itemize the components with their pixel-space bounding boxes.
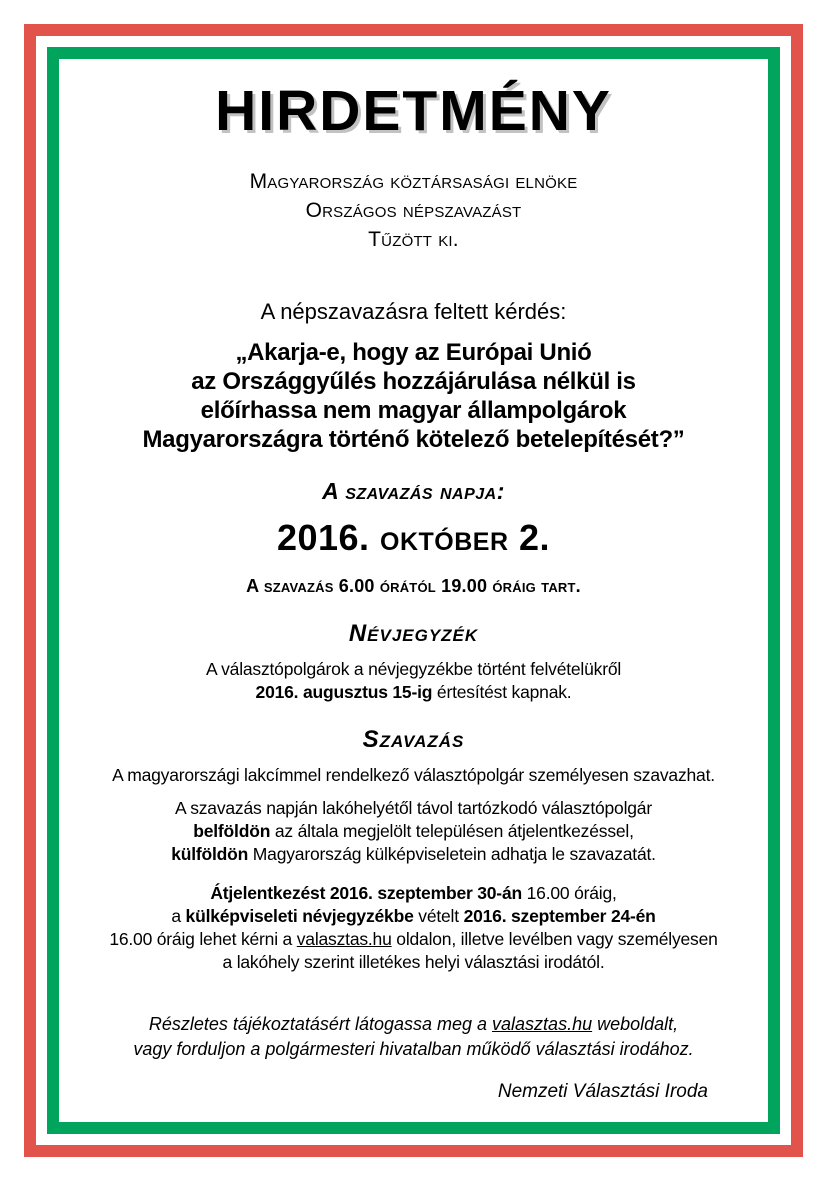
issuer-line-2: Országos népszavazást [305, 199, 522, 222]
question-lead: A népszavazásra feltett kérdés: [260, 299, 567, 324]
section-heading-szavazas: Szavazás [362, 726, 465, 753]
poster-title: HIRDETMÉNY [215, 79, 612, 143]
question-line-2: az Országgyűlés hozzájárulása nélkül is [191, 368, 636, 395]
valasztas-hu-link[interactable]: valasztas.hu [296, 929, 392, 949]
szavazas-paragraph-2 [73, 797, 754, 866]
nevjegyzek-line-2: 2016. augusztus 15-ig értesítést kapnak. [255, 682, 572, 702]
green-border-frame [47, 47, 780, 1134]
szavazas-p3-line-4: a lakóhely szerint illetékes helyi választási irodától. [222, 952, 605, 972]
valasztas-hu-link[interactable]: valasztas.hu [492, 1014, 593, 1034]
szavazas-p3-line-3: 16.00 óráig lehet kérni a valasztas.hu oldalon, illetve levélben vagy személyesen [109, 929, 718, 949]
section-heading-nevjegyzek: Névjegyzék [348, 620, 479, 647]
szavazas-p1-line: A magyarországi lakcímmel rendelkező választópolgár személyesen szavazhat. [112, 765, 715, 785]
voting-day-label: A szavazás napja: [322, 478, 505, 504]
footer-note-line-2: vagy forduljon a polgármesteri hivatalban működő választási irodához. [133, 1039, 694, 1059]
issuer-line-1: Magyarország köztársasági elnöke [249, 170, 578, 193]
question-line-1: „Akarja-e, hogy az Európai Unió [235, 339, 592, 366]
question-line-4: Magyarországra történő kötelező betelepítését?” [142, 426, 685, 453]
voting-hours: A szavazás 6.00 órától 19.00 óráig tart. [246, 576, 581, 596]
nevjegyzek-line-1: A választópolgárok a névjegyzékbe történt felvételükről [205, 659, 622, 679]
szavazas-p3-line-1: Átjelentkezést 2016. szeptember 30-án 16.00 óráig, [210, 883, 617, 903]
voting-day-date: 2016. október 2. [276, 517, 551, 558]
szavazas-p2-line-1: A szavazás napján lakóhelyétől távol tartózkodó választópolgár [175, 798, 652, 818]
footer-note-line-1: Részletes tájékoztatásért látogassa meg a valasztas.hu weboldalt, [148, 1014, 679, 1034]
red-border-frame [24, 24, 803, 1157]
question-line-3: előírhassa nem magyar állampolgárok [200, 397, 627, 424]
szavazas-p3-line-2: a külképviseleti névjegyzékbe vételt 2016. szeptember 24-én [171, 906, 656, 926]
signature: Nemzeti Választási Iroda [497, 1081, 708, 1102]
poster-content [59, 59, 768, 1122]
szavazas-paragraph-3 [73, 882, 754, 974]
issuer-line-3: Tűzött ki. [368, 228, 459, 251]
issuer-block [73, 167, 754, 254]
szavazas-p2-line-2: belföldön az általa megjelölt településen átjelentkezéssel, [193, 821, 634, 841]
szavazas-paragraph-1 [73, 764, 754, 787]
referendum-question [73, 338, 754, 454]
szavazas-p2-line-3: külföldön Magyarország külképviseletein adhatja le szavazatát. [171, 844, 656, 864]
footer-note [73, 1012, 754, 1062]
nevjegyzek-paragraph [73, 658, 754, 704]
